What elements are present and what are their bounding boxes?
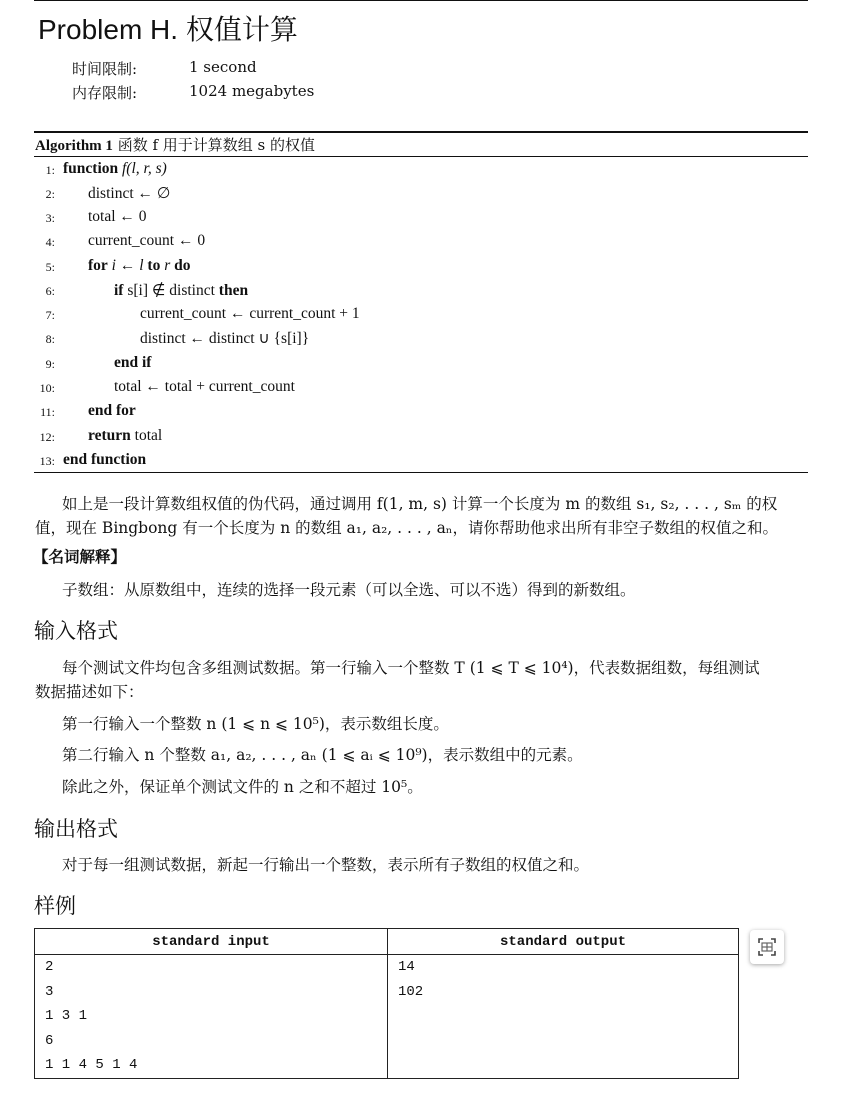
keyword: then xyxy=(218,282,249,299)
line-number: 6: xyxy=(45,284,55,298)
code-line-8: distinct ← distinct ∪ {s[i]} xyxy=(140,330,310,347)
sample-input-header: standard input xyxy=(35,929,388,955)
glossary-text: 子数组：从原数组中，连续的选择一段元素（可以全选、可以不选）得到的新数组。 xyxy=(62,581,636,599)
sample-input-line: 3 xyxy=(45,983,54,1000)
keyword: for xyxy=(88,257,108,274)
algorithm-top-rule xyxy=(34,131,808,133)
code-line-7: current_count ← current_count + 1 xyxy=(140,305,360,322)
code-line-9 xyxy=(114,354,151,372)
input-line-1: 每个测试文件均包含多组测试数据。第一行输入一个整数 T (1 ⩽ T ⩽ 10⁴)，代表数据组数，每组测试 xyxy=(62,659,760,677)
sample-input-line: 1 3 1 xyxy=(45,1008,88,1024)
time-limit-value: 1 second xyxy=(189,58,257,76)
keyword: do xyxy=(174,257,191,274)
line-number: 3: xyxy=(45,211,55,225)
statement-line-2: 值，现在 Bingbong 有一个长度为 n 的数组 a₁, a₂, . . . , aₙ，请你帮助他求出所有非空子数组的权值之和。 xyxy=(35,519,779,537)
sample-output-line: 102 xyxy=(398,983,424,1000)
code-text: total xyxy=(134,427,163,444)
code-line-1 xyxy=(63,160,167,178)
statement-line-1: 如上是一段计算数组权值的伪代码，通过调用 f(1, m, s) 计算一个长度为 m 的数组 s₁, s₂, . . . , sₘ 的权 xyxy=(62,495,778,513)
input-line-2: 数据描述如下： xyxy=(35,683,144,701)
code-text: r xyxy=(164,257,171,274)
keyword: end function xyxy=(63,451,147,468)
code-line-2: distinct ← ∅ xyxy=(88,185,171,202)
line-number: 12: xyxy=(39,430,55,444)
algorithm-caption xyxy=(35,134,315,155)
problem-title: Problem H. 权值计算 xyxy=(38,14,298,45)
algorithm-caption-rule xyxy=(34,156,808,157)
code-line-4: current_count ← 0 xyxy=(88,232,206,249)
keyword: end for xyxy=(88,402,136,419)
code-line-3: total ← 0 xyxy=(88,208,147,225)
line-number: 9: xyxy=(45,357,55,371)
line-number: 2: xyxy=(45,187,55,201)
line-number: 1: xyxy=(45,163,55,177)
memory-limit-label: 内存限制: xyxy=(72,84,138,102)
code-line-12 xyxy=(88,427,162,445)
keyword: to xyxy=(147,257,161,274)
line-number: 13: xyxy=(39,454,55,468)
output-heading: 输出格式 xyxy=(34,817,118,841)
code-line-11 xyxy=(88,402,136,420)
keyword: return xyxy=(88,427,131,444)
input-heading: 输入格式 xyxy=(34,619,118,643)
output-line-1: 对于每一组测试数据，新起一行输出一个整数，表示所有子数组的权值之和。 xyxy=(62,856,590,874)
input-line-5: 除此之外，保证单个测试文件的 n 之和不超过 10⁵。 xyxy=(62,778,423,796)
keyword: end if xyxy=(114,354,152,371)
sample-output-header: standard output xyxy=(388,929,739,955)
time-limit-label: 时间限制: xyxy=(72,60,138,78)
line-number: 7: xyxy=(45,308,55,322)
code-text: i ← l xyxy=(111,257,144,274)
keyword: if xyxy=(114,282,124,299)
sample-input-line: 6 xyxy=(45,1032,54,1049)
algorithm-caption-text: 函数 f 用于计算数组 s 的权值 xyxy=(117,136,316,154)
input-line-4: 第二行输入 n 个整数 a₁, a₂, . . . , aₙ (1 ⩽ aᵢ ⩽ 10⁹)，表示数组中的元素。 xyxy=(62,746,583,764)
sample-input-line: 1 1 4 5 1 4 xyxy=(45,1057,138,1073)
code-text: f(l, r, s) xyxy=(122,160,167,177)
sample-output-cell xyxy=(388,955,739,1079)
code-line-13 xyxy=(63,451,146,469)
glossary-heading: 【名词解释】 xyxy=(33,547,127,566)
sample-input-cell xyxy=(35,955,388,1079)
input-line-3: 第一行输入一个整数 n (1 ⩽ n ⩽ 10⁵)，表示数组长度。 xyxy=(62,715,449,733)
sample-heading: 样例 xyxy=(34,894,76,918)
line-number: 8: xyxy=(45,332,55,346)
line-number: 10: xyxy=(39,381,55,395)
algorithm-bottom-rule xyxy=(34,472,808,473)
line-number: 5: xyxy=(45,260,55,274)
sample-input-line: 2 xyxy=(45,959,54,975)
sample-table xyxy=(34,928,739,1079)
copy-icon xyxy=(757,937,777,957)
code-line-6 xyxy=(114,281,248,300)
algorithm-caption-label: Algorithm 1 xyxy=(35,138,113,154)
sample-output-line: 14 xyxy=(398,959,415,975)
code-text: s[i] ∉ distinct xyxy=(127,282,215,299)
code-line-5 xyxy=(88,257,191,275)
line-number: 11: xyxy=(40,405,55,419)
keyword: function xyxy=(63,160,119,177)
code-line-10: total ← total + current_count xyxy=(114,378,295,395)
line-number: 4: xyxy=(45,235,55,249)
copy-sample-button[interactable] xyxy=(750,930,784,964)
memory-limit-value: 1024 megabytes xyxy=(189,82,315,100)
top-rule xyxy=(34,0,808,1)
